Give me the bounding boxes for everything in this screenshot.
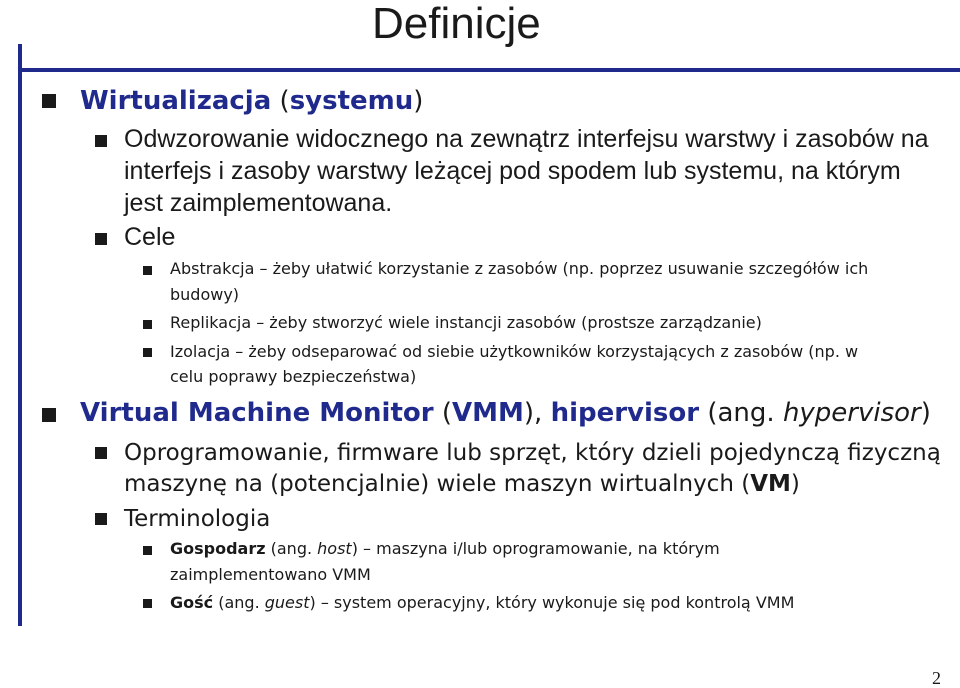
term-bold: Gość [170, 593, 214, 612]
section-heading-virtualization [80, 86, 423, 116]
term-bold: Gospodarz [170, 539, 266, 558]
bullet-square-icon [143, 348, 152, 357]
heading-italic-term: hypervisor [782, 398, 921, 428]
text-run: ) [790, 471, 800, 497]
vmm-definition-line [124, 467, 800, 501]
bullet-square-icon [95, 447, 107, 459]
vmm-definition-line: Oprogramowanie, firmware lub sprzęt, który dzieli pojedynczą fizyczną [124, 440, 941, 466]
bullet-square-icon [143, 266, 152, 275]
term-guest [170, 590, 794, 616]
goal-isolation-cont: celu poprawy bezpieczeństwa) [170, 367, 417, 386]
goal-replication: Replikacja – żeby stworzyć wiele instancji zasobów (prostsze zarządzanie) [170, 313, 762, 332]
bullet-square-icon [143, 320, 152, 329]
bullet-square-icon [95, 513, 107, 525]
definition-line: jest zaimplementowana. [124, 189, 393, 217]
bullet-square-icon [95, 233, 107, 245]
term-host [170, 536, 720, 562]
section-heading-vmm [80, 398, 931, 428]
heading-punct: (ang. [699, 398, 783, 428]
heading-punct: ), [523, 398, 551, 428]
text-run: ) – system operacyjny, który wykonuje się pod kontrolą VMM [309, 593, 795, 612]
term-italic: host [317, 539, 352, 558]
heading-term: Virtual Machine Monitor [80, 398, 434, 428]
heading-term: VMM [452, 398, 524, 428]
text-run: (ang. [265, 539, 318, 558]
heading-term: hipervisor [550, 398, 700, 428]
terminology-heading: Terminologia [124, 506, 271, 532]
horizontal-rule [18, 68, 960, 72]
text-run: ) – maszyna i/lub oprogramowanie, na którym [351, 539, 720, 558]
bullet-square-icon [95, 135, 107, 147]
heading-punct: ) [413, 86, 424, 116]
vertical-rule [18, 44, 22, 626]
heading-term: systemu [289, 86, 414, 116]
term-host-cont: zaimplementowano VMM [170, 565, 371, 584]
text-run: (ang. [213, 593, 265, 612]
text-run-bold: VM [750, 471, 791, 497]
definition-line: Odwzorowanie widocznego na zewnątrz interfejsu warstwy i zasobów na [124, 125, 929, 153]
page-number: 2 [932, 668, 941, 688]
bullet-square-icon [143, 546, 152, 555]
heading-punct: ( [433, 398, 452, 428]
term-italic: guest [264, 593, 310, 612]
heading-punct: ) [920, 398, 931, 428]
goal-abstraction: Abstrakcja – żeby ułatwić korzystanie z zasobów (np. poprzez usuwanie szczegółów ich [170, 259, 869, 278]
bullet-square-icon [143, 599, 152, 608]
heading-punct: ( [271, 86, 290, 116]
bullet-square-icon [42, 94, 56, 108]
bullet-square-icon [42, 408, 56, 422]
definition-line: interfejs i zasoby warstwy leżącej pod spodem lub systemu, na którym [124, 157, 901, 185]
text-run: maszynę na (potencjalnie) wiele maszyn wirtualnych ( [124, 471, 751, 497]
goal-isolation: Izolacja – żeby odseparować od siebie użytkowników korzystających z zasobów (np. w [170, 342, 859, 361]
heading-term: Wirtualizacja [80, 86, 272, 116]
goals-heading: Cele [124, 223, 176, 251]
slide-title: Definicje [372, 0, 541, 48]
goal-abstraction-cont: budowy) [170, 285, 240, 304]
